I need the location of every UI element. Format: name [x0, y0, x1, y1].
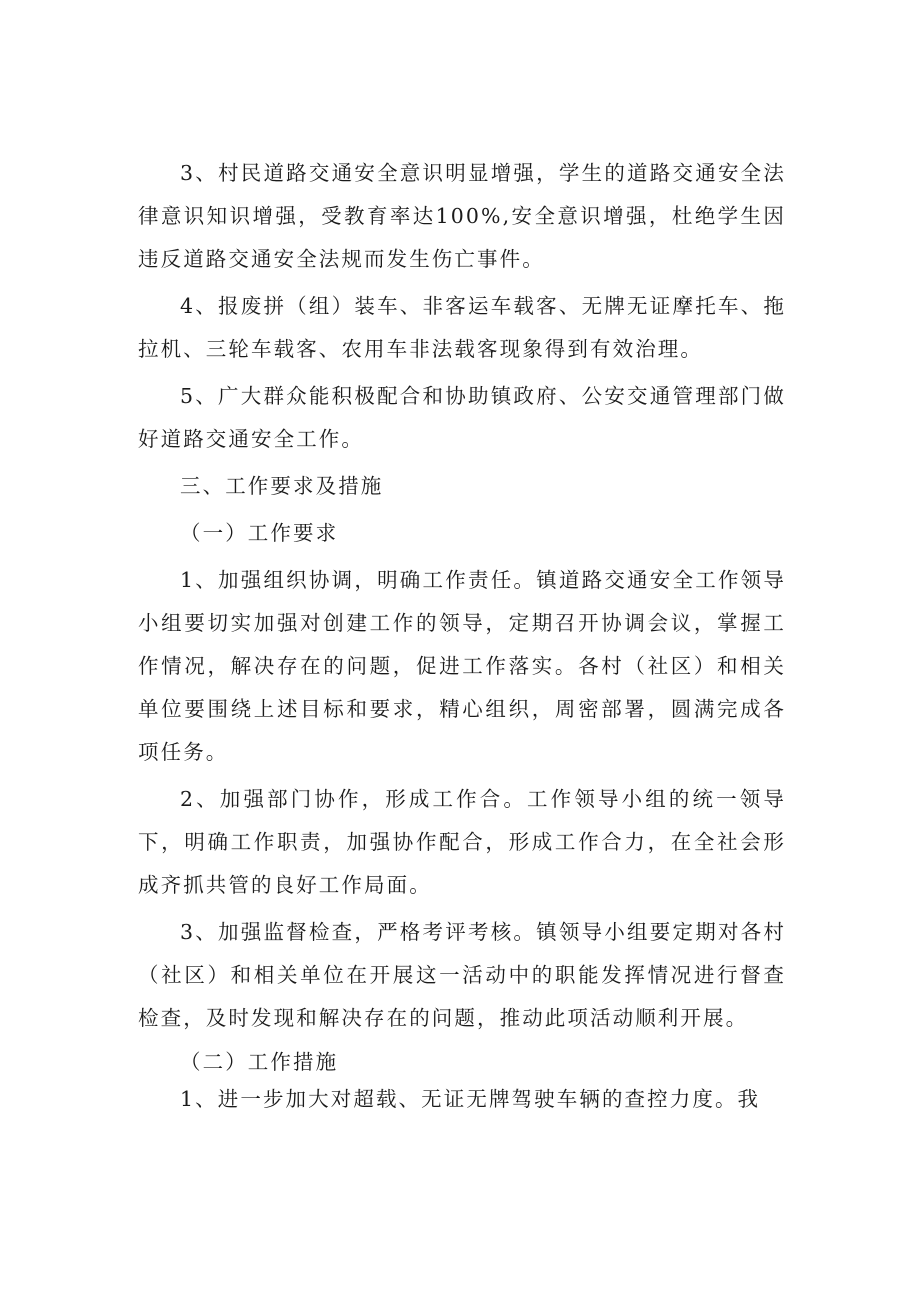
paragraph-requirement-2: 2、加强部门协作，形成工作合。工作领导小组的统一领导下，明确工作职责，加强协作配合，形成工作合力，在全社会形成齐抓共管的良好工作局面。 [138, 787, 786, 897]
subheading-requirements: （一）工作要求 [180, 521, 339, 545]
document-body [138, 152, 786, 1118]
paragraph-goal-4: 4、报废拼（组）装车、非客运车载客、无牌无证摩托车、拖拉机、三轮车载客、农用车非法载客现象得到有效治理。 [138, 294, 786, 361]
paragraph-requirement-1: 1、加强组织协调，明确工作责任。镇道路交通安全工作领导小组要切实加强对创建工作的领导，定期召开协调会议，掌握工作情况，解决存在的问题，促进工作落实。各村（社区）和相关单位要围绕上述目标和要求，精心组织，周密部署，圆满完成各项任务。 [138, 568, 786, 764]
paragraph-requirement-3: 3、加强监督检查，严格考评考核。镇领导小组要定期对各村（社区）和相关单位在开展这一活动中的职能发挥情况进行督查检查，及时发现和解决存在的问题，推动此项活动顺利开展。 [138, 920, 786, 1030]
subheading-measures: （二）工作措施 [180, 1050, 339, 1074]
paragraph-measure-1: 1、进一步加大对超载、无证无牌驾驶车辆的查控力度。我 [180, 1087, 761, 1111]
paragraph-goal-5: 5、广大群众能积极配合和协助镇政府、公安交通管理部门做好道路交通安全工作。 [138, 384, 786, 451]
paragraph-goal-3: 3、村民道路交通安全意识明显增强，学生的道路交通安全法律意识知识增强，受教育率达100%,安全意识增强，杜绝学生因违反道路交通安全法规而发生伤亡事件。 [138, 161, 786, 271]
section-heading-requirements-measures: 三、工作要求及措施 [180, 474, 384, 498]
